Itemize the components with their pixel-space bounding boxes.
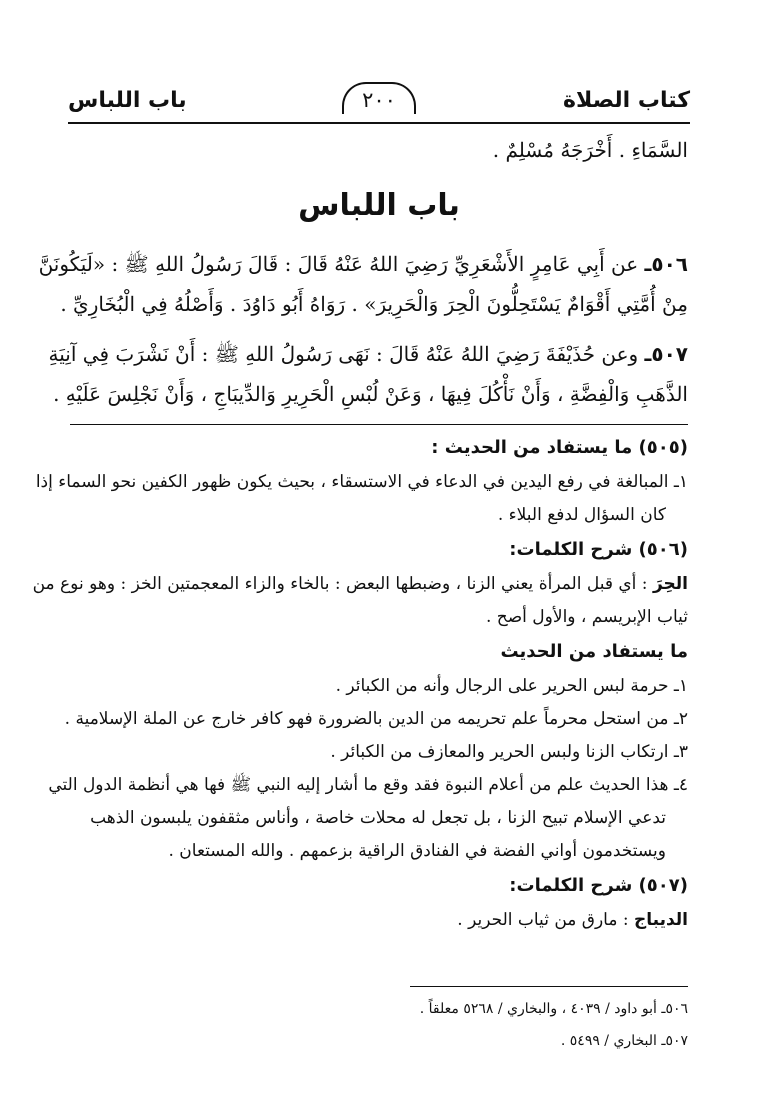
- commentary: [32, 430, 688, 937]
- chapter-title: باب اللباس: [298, 188, 460, 223]
- hadith-line: [48, 334, 688, 374]
- commentary-line: ١ـ المبالغة في رفع اليدين في الدعاء في الاستسقاء ، بحيث يكون ظهور الكفين نحو السماء إذا: [35, 472, 688, 492]
- commentary-line: [32, 568, 688, 601]
- defined-term: الحِرَ: [652, 574, 688, 594]
- hadith-line: مِنْ أُمَّتِي أَقْوَامٌ يَسْتَحِلُّونَ الْحِرَ وَالْحَرِيرَ» . رَوَاهُ أَبُو دَاوُدَ . وَأَصْلُهُ فِي الْبُخَارِيِّ .: [60, 292, 688, 316]
- defined-term: الديباج: [634, 910, 688, 930]
- benefit-item-continued: تدعي الإسلام تبيح الزنا ، بل تجعل له محلات خاصة ، وأناس مثقفون يلبسون الذهب: [90, 808, 666, 828]
- footnote: ٥٠٦ـ أبو داود / ٤٠٣٩ ، والبخاري / ٥٢٦٨ معلقاً .: [419, 1001, 688, 1017]
- hadith-number: ٥٠٧ـ: [644, 342, 688, 366]
- commentary-line: [70, 904, 688, 937]
- hadith-text: وعن حُذَيْفَةَ رَضِيَ اللهُ عَنْهُ قَالَ : نَهَى رَسُولُ اللهِ ﷺ : أَنْ نَشْرَبَ فِي آنِيَةِ: [48, 342, 639, 366]
- book-title: كتاب الصلاة: [563, 88, 690, 113]
- definition-text: : مارق من ثياب الحرير .: [457, 910, 629, 930]
- chapter-running-title: باب اللباس: [68, 88, 187, 113]
- commentary-line: كان السؤال لدفع البلاء .: [497, 505, 666, 525]
- benefit-item-continued: ويستخدمون أواني الفضة في الفنادق الراقية بزعمهم . والله المستعان .: [168, 841, 666, 861]
- page-header: [68, 82, 690, 124]
- section-heading: (٥٠٥) ما يستفاد من الحديث :: [431, 437, 688, 458]
- hadith-507: [48, 334, 688, 414]
- hadith-line: [38, 244, 688, 284]
- hadith-number: ٥٠٦ـ: [644, 252, 688, 276]
- section-heading: (٥٠٧) شرح الكلمات:: [509, 875, 688, 896]
- footnote: ٥٠٧ـ البخاري / ٥٤٩٩ .: [560, 1033, 688, 1049]
- definition-text: : أي قبل المرأة يعني الزنا ، وضبطها البعض : بالخاء والزاء المعجمتين الخز : وهو نوع من: [32, 574, 648, 594]
- commentary-line: ثياب الإبريسم ، والأول أصح .: [485, 607, 688, 627]
- page-number: ٢٠٠: [342, 82, 416, 114]
- hadith-506: [38, 244, 688, 324]
- benefit-item: ٣ـ ارتكاب الزنا ولبس الحرير والمعازف من الكبائر .: [330, 742, 688, 762]
- benefit-item: ٤ـ هذا الحديث علم من أعلام النبوة فقد وقع ما أشار إليه النبي ﷺ فها هي أنظمة الدول التي: [48, 775, 688, 795]
- footnotes: [410, 986, 688, 1057]
- commentary-divider: [70, 424, 688, 425]
- section-heading: (٥٠٦) شرح الكلمات:: [509, 539, 688, 560]
- benefit-item: ٢ـ من استحل محرماً علم تحريمه من الدين بالضرورة فهو كافر خارج عن الملة الإسلامية .: [64, 709, 688, 729]
- benefit-item: ١ـ حرمة لبس الحرير على الرجال وأنه من الكبائر .: [335, 676, 688, 696]
- section-heading: ما يستفاد من الحديث: [500, 641, 688, 662]
- hadith-text: عن أَبِي عَامِرٍ الأَشْعَرِيِّ رَضِيَ اللهُ عَنْهُ قَالَ : قَالَ رَسُولُ اللهِ ﷺ : «لَيَكُونَنَّ: [38, 252, 639, 276]
- previous-hadith-ending: [70, 130, 688, 170]
- hadith-line: الذَّهَبِ وَالْفِضَّةِ ، وَأَنْ نَأْكُلَ فِيهَا ، وَعَنْ لُبْسِ الْحَرِيرِ وَالدِّيبَاجِ ، وَأَنْ نَجْلِسَ عَلَيْهِ .: [53, 382, 688, 406]
- text-line: السَّمَاءِ . أَخْرَجَهُ مُسْلِمٌ .: [492, 138, 688, 162]
